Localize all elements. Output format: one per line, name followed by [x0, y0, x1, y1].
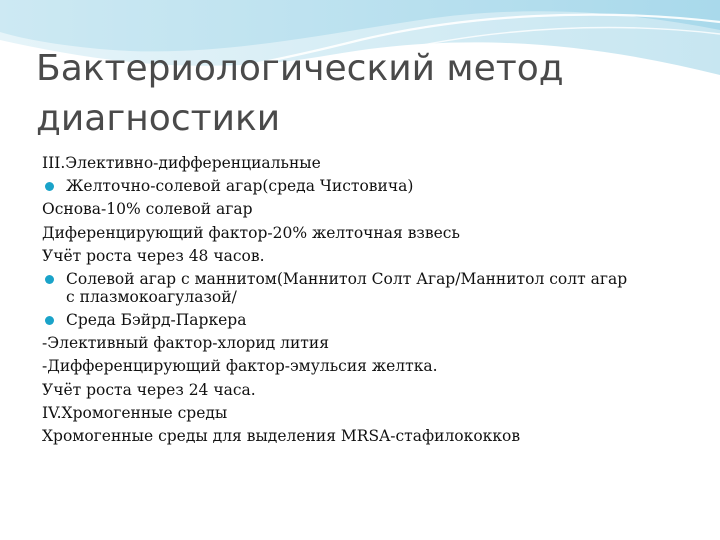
bullet-text-line-1: Солевой агар с маннитом(Маннитол Солт Агар/Маннитол солт агар — [66, 270, 628, 289]
body-line: IV.Хромогенные среды — [42, 403, 228, 422]
bullet-text: Желточно-солевой агар(среда Чистовича) — [66, 177, 414, 196]
body-line: Хромогенные среды для выделения MRSA-стафилококков — [42, 427, 521, 446]
body-line: Учёт роста через 48 часов. — [42, 246, 265, 265]
bullet-item — [42, 309, 702, 332]
bullet-item — [42, 268, 702, 309]
slide-title-line-2: диагностики — [36, 98, 281, 139]
slide-body — [42, 152, 702, 448]
bullet-dot-icon — [45, 316, 54, 325]
bullet-text: Среда Бэйрд-Паркера — [66, 311, 247, 330]
bullet-dot-icon — [45, 275, 54, 284]
bullet-dot-icon — [45, 182, 54, 191]
slide-title-line-1: Бактериологический метод — [36, 48, 564, 89]
body-line: -Элективный фактор-хлорид лития — [42, 334, 329, 353]
body-line: -Дифференцирующий фактор-эмульсия желтка. — [42, 357, 438, 376]
body-line: Диференцирующий фактор-20% желточная взвесь — [42, 223, 460, 242]
bullet-item — [42, 175, 702, 198]
bullet-text-line-2: с плазмокоагулазой/ — [66, 288, 237, 307]
body-line: III.Элективно-дифференциальные — [42, 154, 321, 172]
body-line: Основа-10% солевой агар — [42, 200, 253, 219]
body-line: Учёт роста через 24 часа. — [42, 380, 256, 399]
slide-title — [36, 44, 676, 144]
